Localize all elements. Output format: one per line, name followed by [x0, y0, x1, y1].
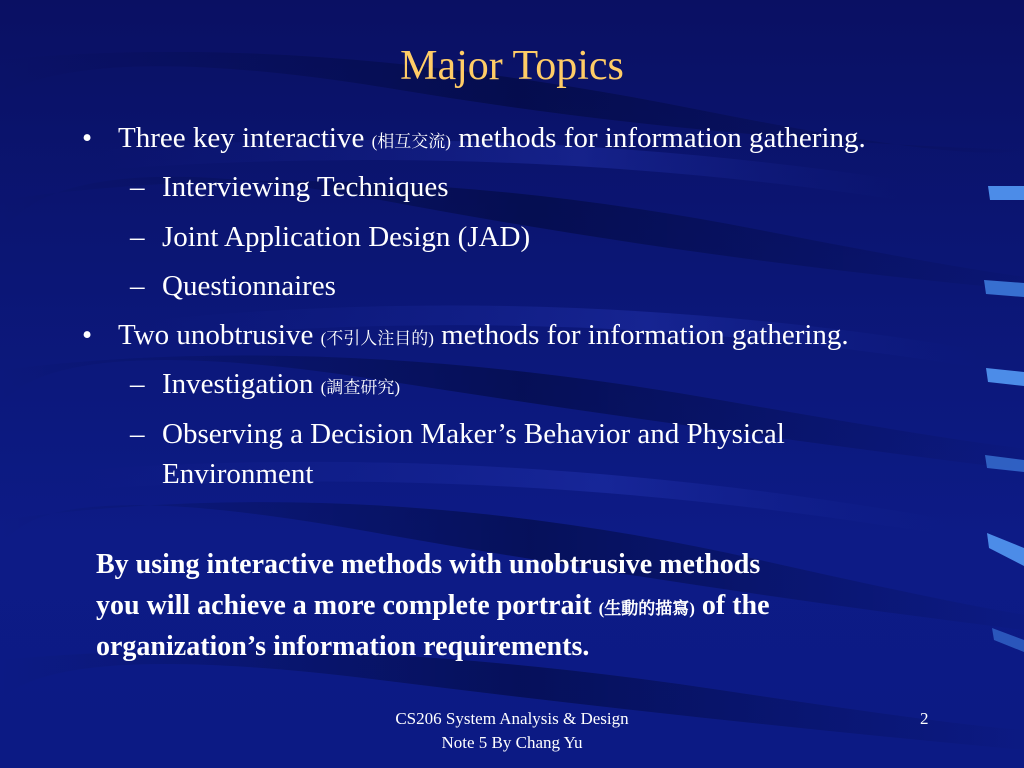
sub-bullet-text: Environment [162, 458, 314, 490]
bullet-text: methods for information gathering. [433, 319, 849, 351]
footer-course: CS206 System Analysis & Design [395, 709, 629, 728]
chinese-note: (調查研究) [320, 378, 400, 397]
chinese-note: (生動的描寫) [598, 599, 695, 618]
sub-bullet-text: Questionnaires [162, 270, 336, 302]
page-number: 2 [920, 709, 929, 728]
summary-line: By using interactive methods with unobtrusive methods [96, 549, 761, 580]
footer-author: Note 5 By Chang Yu [441, 733, 583, 752]
sub-bullet-text: Interviewing Techniques [162, 171, 449, 203]
slide-title: Major Topics [400, 43, 624, 89]
summary-text: of the [694, 590, 770, 621]
bullet-icon: • [82, 122, 93, 154]
slide-footer [352, 707, 672, 755]
chinese-note: (相互交流) [371, 132, 451, 151]
sub-bullet-text: Joint Application Design (JAD) [162, 221, 531, 253]
summary-line [96, 589, 770, 626]
chinese-note: (不引人注目的) [320, 329, 434, 348]
dash-icon: – [130, 221, 145, 253]
bullet-text: methods for information gathering. [450, 122, 866, 154]
dash-icon: – [130, 368, 145, 400]
sub-bullet-text: Investigation [162, 368, 321, 400]
bullet-icon: • [82, 319, 93, 351]
summary-text: you will achieve a more complete portrait [96, 590, 599, 621]
dash-icon: – [130, 418, 145, 450]
bullet-text: Three key interactive [118, 122, 372, 154]
dash-icon: – [130, 270, 145, 302]
dash-icon: – [130, 171, 145, 203]
bullet-text: Two unobtrusive [118, 319, 321, 351]
sub-bullet-text: Observing a Decision Maker’s Behavior and Physical [162, 418, 785, 450]
summary-line: organization’s information requirements. [96, 631, 590, 662]
